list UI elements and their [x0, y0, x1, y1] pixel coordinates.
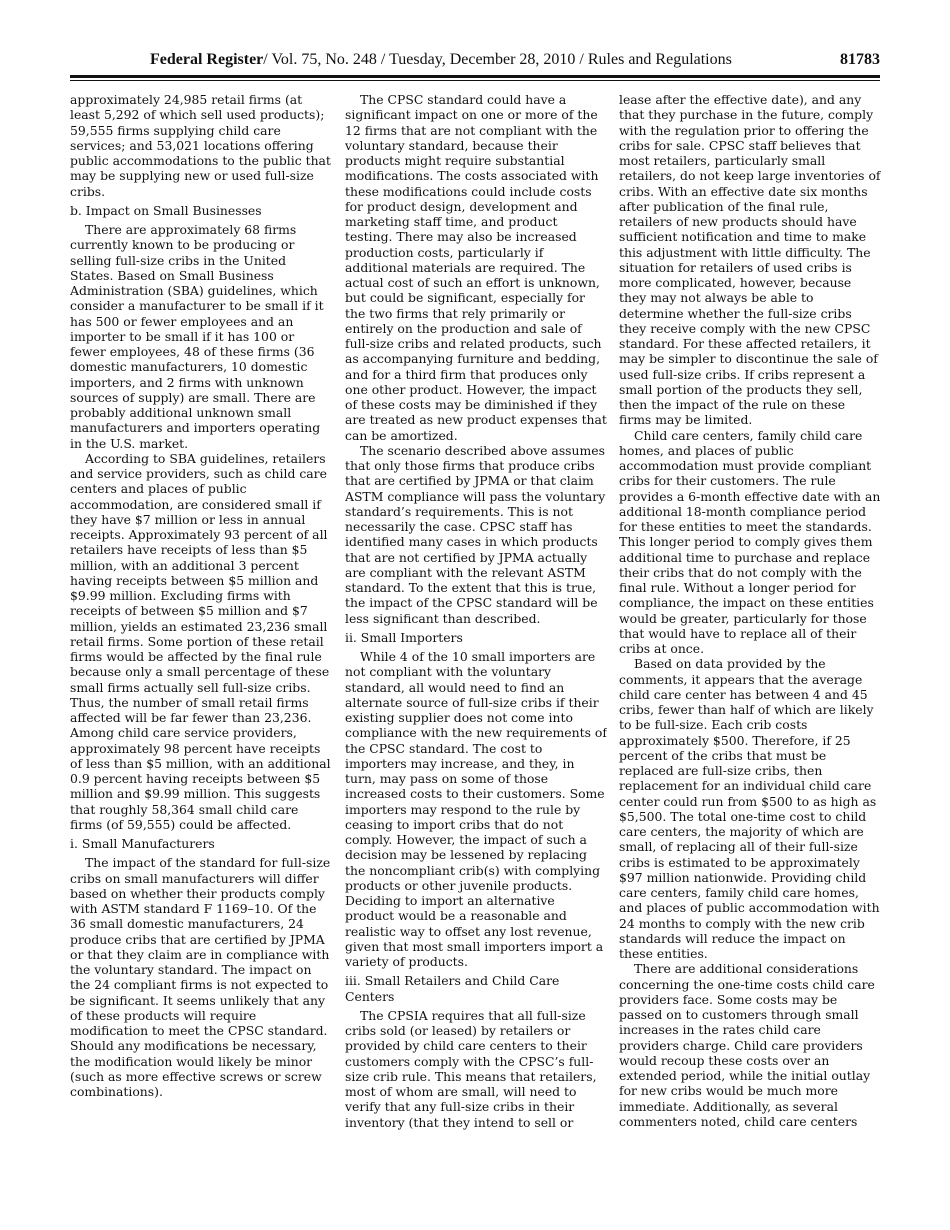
column-2: [345, 92, 607, 1162]
paragraph: lease after the effective date), and any that they purchase in the future, comply with the regulation prior to offering the cribs for sale. CPSC staff believes that most retailers, particularly small retailers, do not keep large inventories of cribs. With an effective date six months after publication of the final rule, retailers of new products should have sufficient notification and time to make this adjustment with little difficulty. The situation for retailers of used cribs is more complicated, however, because they may not always be able to determine whether the full-size cribs they receive comply with the new CPSC standard. For these affected retailers, it may be simpler to discontinue the sale of used full-size cribs. If cribs represent a small portion of the products they sell, then the impact of the rule on these firms may be limited.: [619, 92, 881, 428]
paragraph: There are approximately 68 firms currently known to be producing or selling full-size cribs in the United States. Based on Small Business Administration (SBA) guidelines, which consider a manufacturer to be small if it has 500 or fewer employees and an importer to be small if it has 100 or fewer employees, 48 of these firms (36 domestic manufacturers, 10 domestic importers, and 2 firms with unknown sources of supply) are small. There are probably additional unknown small manufacturers and importers operating in the U.S. market.: [70, 222, 324, 451]
column-3: [619, 92, 881, 1162]
header-citation: [150, 50, 732, 70]
section-heading: ii. Small Importers: [345, 629, 463, 645]
paragraph: The CPSC standard could have a significant impact on one or more of the 12 firms that are not compliant with the voluntary standard, because their products might require substantial modifications. The costs associated with these modifications could include costs for product design, development and marketing staff time, and product testing. There may also be increased production costs, particularly if additional materials are required. The actual cost of such an effort is unknown, but could be significant, especially for the two firms that rely primarily or entirely on the production and sale of full-size cribs and related products, such as accompanying furniture and bedding, and for a third firm that produces only one other product. However, the impact of these costs may be diminished if they are treated as new product expenses that can be amortized.: [345, 92, 607, 443]
section-heading: i. Small Manufacturers: [70, 836, 215, 851]
paragraph: The scenario described above assumes that only those firms that produce cribs that are certified by JPMA or that claim ASTM compliance will pass the voluntary standard’s requirements. This is not necessarily the case. CPSC staff has identified many cases in which products that are not certified by JPMA actually are compliant with the relevant ASTM standard. To the extent that this is true, the impact of the CPSC standard will be less significant than described.: [345, 442, 606, 626]
paragraph: Child care centers, family child care homes, and places of public accommodation must provide compliant cribs for their customers. The rule provides a 6-month effective date with an additional 18-month compliance period for these entities to meet the standards. This longer period to comply gives them additional time to purchase and replace their cribs that do not comply with the final rule. Without a longer period for compliance, the impact on these entities would be greater, particularly for those that would have to replace all of their cribs at once.: [619, 427, 881, 656]
paragraph: The CPSIA requires that all full-size cribs sold (or leased) by retailers or provided by child care centers to their customers comply with the CPSC’s full-size crib rule. This means that retailers, most of whom are small, will need to verify that any full-size cribs in their inventory (that they intend to sell or: [345, 1007, 597, 1130]
paragraph: The impact of the standard for full-size cribs on small manufacturers will differ based on whether their products comply with ASTM standard F 1169–10. Of the 36 small domestic manufacturers, 24 produce cribs that are certified by JPMA or that they claim are in compliance with the voluntary standard. The impact on the 24 compliant firms is not expected to be significant. It seems unlikely that any of these products will require modification to meet the CPSC standard. Should any modifications be necessary, the modification would likely be minor (such as more effective screws or screw combinations).: [70, 855, 331, 1099]
paragraph: Based on data provided by the comments, it appears that the average child care center has between 4 and 45 cribs, fewer than half of which are likely to be full-size. Each crib costs approximately $500. Therefore, if 25 percent of the cribs that must be replaced are full-size cribs, then replacement for an individual child care center could run from $500 to as high as $5,500. The total one-time cost to child care centers, the majority of which are small, of replacing all of their full-size cribs is estimated to be approximately $97 million nationwide. Providing child care centers, family child care homes, and places of public accommodation with 24 months to comply with the new crib standards will reduce the impact on these entities.: [619, 656, 880, 961]
paragraph: approximately 24,985 retail firms (at least 5,292 of which sell used products); 59,555 firms supplying child care services; and 53,021 locations offering public accommodations to the public that may be supplying new or used full-size cribs.: [70, 92, 331, 199]
section-heading: iii. Small Retailers and Child Care Centers: [345, 973, 560, 1004]
paragraph: According to SBA guidelines, retailers and service providers, such as child care centers and places of public accommodation, are considered small if they have $7 million or less in annual receipts. Approximately 93 percent of all retailers have receipts of less than $5 million, with an additional 3 percent having receipts between $5 million and $9.99 million. Excluding firms with receipts of between $5 million and $7 million, yields an estimated 23,236 small retail firms. Some portion of these retail firms would be affected by the final rule because only a small percentage of these small firms actually sell full-size cribs. Thus, the number of small retail firms affected will be far fewer than 23,236. Among child care service providers, approximately 98 percent have receipts of less than $5 million, with an additional 0.9 percent having receipts between $5 million and $9.99 million. This suggests that roughly 58,364 small child care firms (of 59,555) could be affected.: [70, 450, 331, 832]
section-heading: b. Impact on Small Businesses: [70, 202, 262, 218]
paragraph: There are additional considerations concerning the one-time costs child care providers face. Some costs may be passed on to customers through small increases in the rates child care providers charge. Child care providers would recoup these costs over an extended period, while the initial outlay for new cribs would be much more immediate. Additionally, as several commenters noted, child care centers: [619, 961, 875, 1129]
page-header: [70, 50, 880, 72]
column-1: [70, 92, 332, 1162]
header-rule-thick: [70, 75, 880, 78]
page-number: 81783: [840, 51, 880, 68]
paragraph: While 4 of the 10 small importers are not compliant with the voluntary standard, all would need to find an alternate source of full-size cribs if their existing supplier does not come into compliance with the new requirements of the CPSC standard. The cost to importers may increase, and they, in turn, may pass on some of those increased costs to their customers. Some importers may respond to the rule by ceasing to import cribs that do not comply. However, the impact of such a decision may be lessened by replacing the noncompliant crib(s) with complying products or other juvenile products. Deciding to import an alternative product would be a reasonable and realistic way to offset any lost revenue, given that most small importers import a variety of products.: [345, 649, 607, 969]
publication-name: Federal Register: [150, 51, 264, 68]
header-rule-thin: [70, 80, 880, 81]
issue-info: / Vol. 75, No. 248 / Tuesday, December 28, 2010 / Rules and Regulations: [263, 51, 732, 68]
